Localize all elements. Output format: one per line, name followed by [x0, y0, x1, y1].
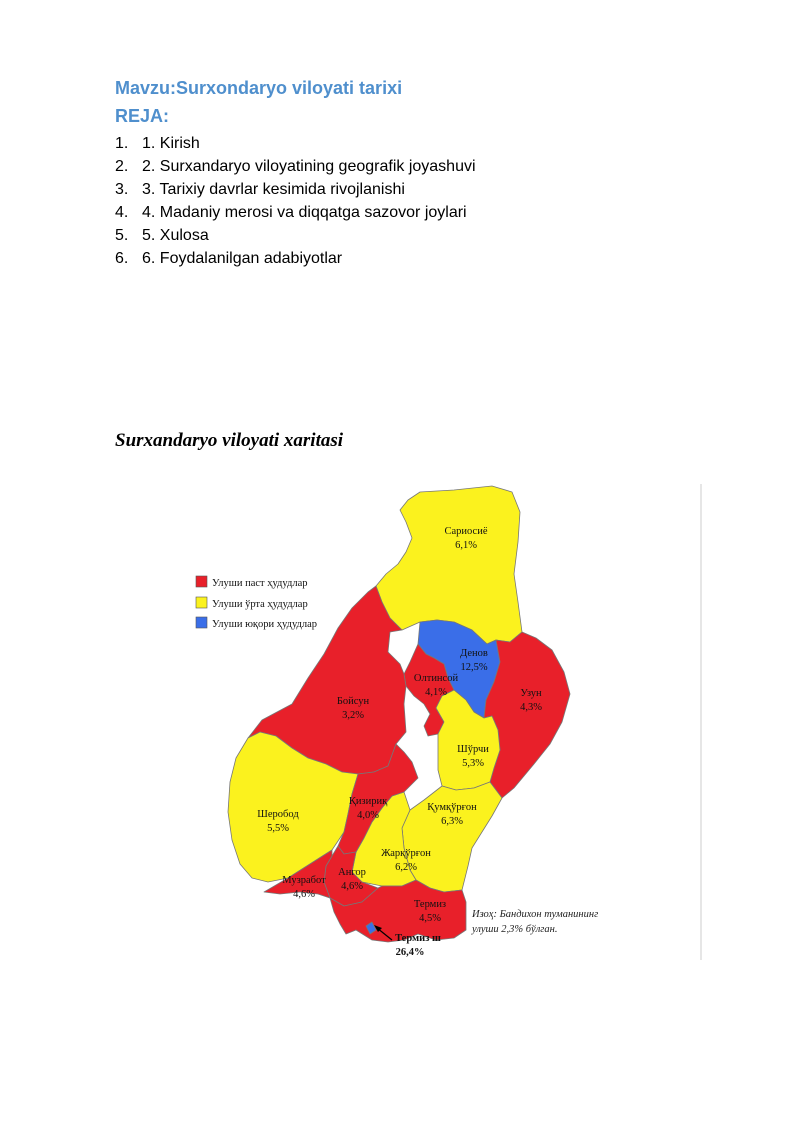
label-muzrabot-name: Музработ	[282, 875, 326, 886]
document-title: Mavzu:Surxondaryo viloyati tarixi	[115, 78, 403, 98]
plan-item-text: 2. Surxandaryo viloyatining geografik joyashuvi	[142, 158, 476, 175]
region-sariosiyo	[376, 486, 522, 644]
plan-list	[115, 132, 476, 270]
region-map	[192, 482, 704, 962]
legend-swatch-high	[196, 617, 207, 628]
label-uzun-name: Узун	[520, 688, 542, 699]
label-qiziriq-name: Қизириқ	[348, 796, 388, 807]
legend-label-high: Улуши юқори ҳудудлар	[212, 619, 318, 630]
label-termiz-name: Термиз	[413, 899, 447, 910]
label-shurchi-value: 5,3%	[462, 758, 484, 769]
label-qiziriq-value: 4,0%	[357, 810, 379, 821]
label-qumqorgon-name: Қумқўрғон	[427, 802, 477, 813]
label-uzun-value: 4,3%	[520, 702, 542, 713]
label-sariosiyo-name: Сариосиё	[444, 526, 488, 537]
map-note-line-2: улуши 2,3% бўлган.	[472, 924, 558, 935]
plan-item	[115, 201, 476, 224]
label-muzrabot-value: 4,6%	[293, 889, 315, 900]
plan-item-number: 2.	[115, 158, 129, 175]
plan-item	[115, 155, 476, 178]
plan-item-number: 6.	[115, 250, 129, 267]
plan-item	[115, 132, 476, 155]
region-map-svg	[192, 482, 704, 962]
label-denov-value: 12,5%	[460, 662, 488, 673]
label-qumqorgon-value: 6,3%	[441, 816, 463, 827]
plan-item-text: 5. Xulosa	[142, 227, 209, 244]
legend-label-low: Улуши паст ҳудудлар	[212, 578, 308, 589]
plan-item-number: 1.	[115, 135, 129, 152]
label-shurchi-name: Шўрчи	[457, 744, 489, 755]
label-jarqorgon-name: Жарқўрғон	[381, 848, 431, 859]
plan-item-text: 4. Madaniy merosi va diqqatga sazovor joylari	[142, 204, 467, 221]
plan-item	[115, 224, 476, 247]
region-qumqorgon	[402, 782, 502, 892]
map-note-line-1: Изоҳ: Бандихон туманининг	[472, 909, 599, 920]
label-boysun-name: Бойсун	[336, 696, 370, 707]
label-boysun-value: 3,2%	[342, 710, 364, 721]
label-termiz-value: 4,5%	[419, 913, 441, 924]
map-heading: Surxandaryo viloyati xaritasi	[115, 430, 344, 451]
label-jarqorgon-value: 6,2%	[395, 862, 417, 873]
plan-item-number: 4.	[115, 204, 129, 221]
plan-item-number: 3.	[115, 181, 129, 198]
label-termiz-city-name: Термиз ш	[395, 933, 441, 944]
label-termiz-city-value: 26,4%	[395, 947, 425, 958]
legend-label-mid: Улуши ўрта ҳудудлар	[212, 599, 308, 610]
plan-heading: REJA:	[115, 106, 170, 126]
plan-item	[115, 247, 476, 270]
plan-item-number: 5.	[115, 227, 129, 244]
plan-item-text: 3. Tarixiy davrlar kesimida rivojlanishi	[142, 181, 405, 198]
label-sariosiyo-value: 6,1%	[455, 540, 477, 551]
map-legend	[196, 576, 317, 630]
label-angor-name: Ангор	[338, 867, 366, 878]
label-angor-value: 4,6%	[341, 881, 363, 892]
label-sherobod-value: 5,5%	[267, 823, 289, 834]
legend-swatch-low	[196, 576, 207, 587]
label-denov-name: Денов	[460, 648, 488, 659]
legend-swatch-mid	[196, 597, 207, 608]
label-oltinsoy-name: Олтинсой	[413, 673, 459, 684]
plan-item-text: 6. Foydalanilgan adabiyotlar	[142, 250, 343, 267]
plan-item	[115, 178, 476, 201]
plan-item-text: 1. Kirish	[142, 135, 200, 152]
label-sherobod-name: Шеробод	[257, 809, 299, 820]
label-oltinsoy-value: 4,1%	[425, 687, 447, 698]
